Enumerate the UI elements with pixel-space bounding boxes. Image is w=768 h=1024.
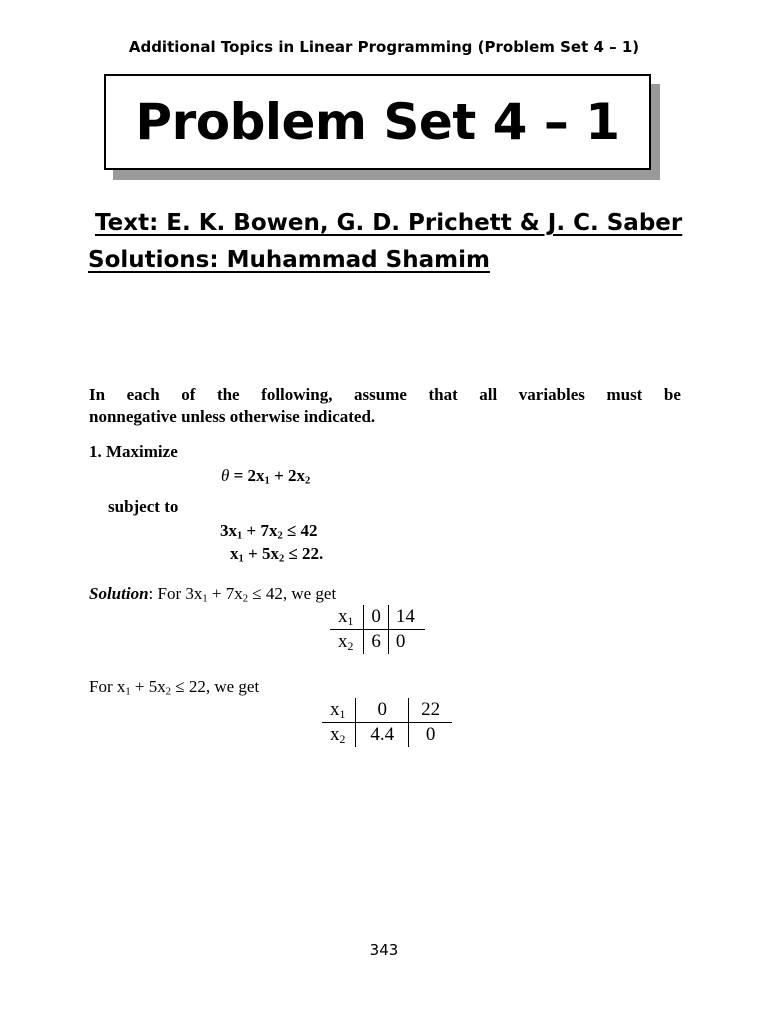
- objective-term: + 2x: [269, 466, 305, 485]
- intro-line-2: nonnegative unless otherwise indicated.: [89, 407, 376, 426]
- subscript: 1: [125, 686, 131, 698]
- table-cell: [330, 630, 364, 655]
- table-cell: 22: [409, 698, 453, 723]
- constraint-term: 3x: [220, 521, 237, 540]
- intro-word: that: [428, 385, 458, 404]
- intro-word: In: [89, 385, 106, 404]
- subscript: 1: [237, 530, 243, 542]
- subscript: 2: [347, 639, 354, 653]
- theta-symbol: θ: [221, 466, 230, 485]
- intro-paragraph: [89, 384, 681, 428]
- var-name: x: [330, 699, 340, 720]
- text-credit: Text: E. K. Bowen, G. D. Prichett & J. C. Saber: [95, 210, 683, 236]
- constraint-2: [230, 544, 323, 564]
- solution-term: For x: [89, 677, 126, 696]
- solution-sentence-2: [89, 677, 259, 697]
- subscript: 2: [278, 553, 285, 565]
- solutions-credit: Solutions: Muhammad Shamim: [88, 247, 490, 273]
- solution-sentence-1: [89, 584, 336, 604]
- table-cell: [330, 605, 364, 630]
- subscript: 2: [277, 530, 283, 542]
- intro-word: the: [216, 385, 240, 404]
- intro-word: be: [663, 385, 681, 404]
- running-header: Additional Topics in Linear Programming (Problem Set 4 – 1): [128, 38, 640, 56]
- constraint-term: + 5x: [243, 544, 279, 563]
- table-cell: 0: [388, 630, 425, 655]
- objective-function: [221, 466, 310, 486]
- objective-term: = 2x: [229, 466, 265, 485]
- solution-term: : For 3x: [148, 584, 203, 603]
- table-cell: [322, 723, 356, 748]
- solution-term: + 7x: [207, 584, 243, 603]
- subscript: 1: [264, 475, 270, 487]
- constraint-term: + 7x: [242, 521, 278, 540]
- constraint-term: x: [230, 544, 239, 563]
- intro-word: variables: [518, 385, 585, 404]
- subscript: 2: [242, 593, 249, 605]
- solution-term: ≤ 22, we get: [171, 677, 260, 696]
- intro-word: each: [126, 385, 160, 404]
- intercept-table-2: [322, 698, 452, 747]
- subscript: 1: [339, 707, 346, 721]
- var-name: x: [330, 724, 340, 745]
- solution-label: Solution: [89, 584, 149, 603]
- subscript: 1: [202, 593, 208, 605]
- title-box: [104, 74, 651, 170]
- table-cell: 0: [364, 605, 389, 630]
- intercept-table-1: [330, 605, 425, 654]
- table-cell: 0: [356, 698, 409, 723]
- table-cell: 6: [364, 630, 389, 655]
- table-cell: 0: [409, 723, 453, 748]
- intro-word: assume: [354, 385, 407, 404]
- table-cell: [322, 698, 356, 723]
- page-number: 343: [369, 941, 399, 959]
- subscript: 2: [339, 732, 346, 746]
- var-name: x: [338, 606, 348, 627]
- subscript: 2: [305, 475, 311, 487]
- constraint-term: ≤ 22.: [284, 544, 324, 563]
- subscript: 1: [347, 614, 354, 628]
- constraint-1: [220, 521, 318, 541]
- solution-term: + 5x: [130, 677, 166, 696]
- intro-word: following,: [261, 385, 333, 404]
- problem-1-label: 1. Maximize: [89, 442, 178, 461]
- page-title: Problem Set 4 – 1: [135, 93, 620, 151]
- solution-term: ≤ 42, we get: [248, 584, 337, 603]
- table-row: [330, 605, 425, 630]
- subject-to-label: subject to: [108, 497, 179, 516]
- intro-word: must: [606, 385, 643, 404]
- table-row: [322, 698, 452, 723]
- constraint-term: ≤ 42: [282, 521, 318, 540]
- table-cell: 14: [388, 605, 425, 630]
- subscript: 2: [165, 686, 171, 698]
- table-cell: 4.4: [356, 723, 409, 748]
- table-row: [322, 723, 452, 748]
- intro-word: of: [181, 385, 196, 404]
- subscript: 1: [238, 553, 244, 565]
- table-row: [330, 630, 425, 655]
- intro-line-1: [89, 384, 681, 406]
- intro-word: all: [479, 385, 498, 404]
- var-name: x: [338, 631, 348, 652]
